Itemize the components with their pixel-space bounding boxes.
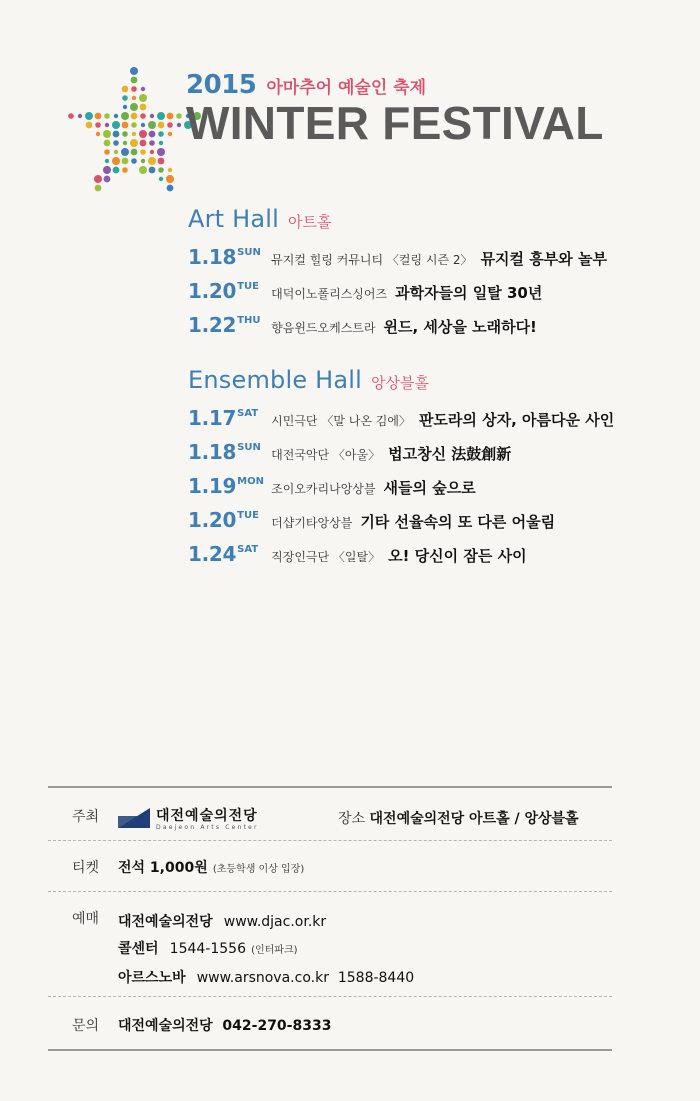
logo-dot: [131, 77, 138, 84]
booking-label: 예매: [72, 911, 100, 927]
logo-dot: [157, 112, 165, 120]
arts-center-mark-icon: [118, 808, 150, 828]
event-title: 오! 당신이 잠든 사이: [388, 547, 527, 565]
event-organizer: 더샵기타앙상블: [271, 516, 353, 530]
logo-dot: [122, 86, 129, 93]
logo-dot: [95, 122, 101, 128]
host-name-ko: 대전예술의전당: [156, 808, 258, 824]
festival-header: [186, 70, 604, 149]
logo-dot: [105, 123, 109, 127]
booking-website[interactable]: www.djac.or.kr: [223, 914, 327, 930]
event-day: SAT: [237, 544, 259, 555]
event-date: 1.18: [188, 245, 237, 269]
venue-value: 대전예술의전당 아트홀 / 앙상블홀: [369, 811, 579, 827]
event-organizer: 대덕이노폴리스싱어즈: [271, 287, 388, 301]
event-row: [188, 474, 614, 508]
event-day: SUN: [237, 442, 261, 453]
logo-dot: [131, 158, 137, 164]
logo-dot: [141, 87, 145, 91]
ticket-price: 전석 1,000원: [118, 860, 208, 876]
info-block: [48, 786, 612, 1051]
event-title: 판도라의 상자, 아름다운 사인: [418, 411, 615, 429]
ensemble-hall-section: [188, 366, 614, 576]
logo-dot: [113, 131, 120, 138]
logo-dot: [131, 149, 138, 156]
logo-dot: [123, 105, 127, 109]
logo-dot: [114, 150, 118, 154]
divider: [48, 1049, 612, 1051]
event-organizer: 직장인극단 〈일탈〉: [271, 550, 381, 564]
event-date: 1.20: [188, 508, 237, 532]
festival-title-ko: 아마추어 예술인 축제: [266, 78, 427, 98]
event-organizer: 시민극단 〈말 나온 김에〉: [271, 414, 411, 428]
art-hall-title-ko: 아트홀: [288, 213, 332, 231]
logo-dot: [78, 114, 82, 118]
host-name-en: Daejeon Arts Center: [156, 824, 259, 831]
logo-dot: [158, 122, 165, 129]
logo-dot: [148, 121, 156, 129]
logo-dot: [104, 176, 111, 183]
logo-dot: [159, 177, 163, 181]
logo-dot: [95, 113, 102, 120]
logo-dot: [158, 158, 165, 165]
booking-item: [118, 908, 414, 935]
ticket-label: 티켓: [72, 860, 100, 876]
logo-dot: [113, 140, 119, 146]
logo-dot: [85, 112, 93, 120]
ensemble-hall-title-ko: 앙상블홀: [371, 374, 429, 392]
event-date: 1.17: [188, 406, 237, 430]
ticket-note: (초등학생 이상 입장): [212, 864, 305, 875]
logo-dot: [122, 158, 129, 165]
event-title: 새들의 숲으로: [383, 479, 476, 497]
booking-row: [48, 892, 612, 996]
logo-dot: [159, 141, 163, 145]
booking-name: 대전예술의전당: [118, 914, 213, 930]
art-hall-section: [188, 205, 607, 347]
logo-dot: [114, 114, 118, 118]
logo-dot: [112, 121, 120, 129]
event-organizer: 향음윈드오케스트라: [271, 321, 376, 335]
art-hall-title-en: Art Hall: [188, 205, 280, 233]
logo-dot: [86, 122, 93, 129]
logo-dot: [177, 123, 181, 127]
event-date: 1.24: [188, 542, 237, 566]
event-organizer: 뮤지컬 힐링 커뮤니티 〈컬링 시즌 2〉: [271, 253, 473, 267]
logo-dot: [140, 140, 147, 147]
booking-item: [118, 964, 414, 991]
logo-dot: [167, 185, 174, 192]
event-date: 1.22: [188, 313, 237, 337]
event-row: [188, 279, 607, 313]
logo-dot: [132, 132, 136, 136]
event-title: 과학자들의 일탈 30년: [395, 284, 543, 302]
event-row: [188, 542, 614, 576]
logo-dot: [167, 113, 174, 120]
booking-note: (인터파크): [251, 945, 298, 956]
host-row: [48, 788, 612, 840]
event-title: 뮤지컬 흥부와 놀부: [480, 250, 607, 268]
logo-dot: [123, 141, 127, 145]
logo-dot: [96, 132, 100, 136]
booking-website[interactable]: www.arsnova.co.kr 1588-8440: [196, 970, 415, 986]
logo-dot: [149, 140, 155, 146]
logo-dot: [122, 122, 129, 129]
booking-item: [118, 935, 414, 964]
event-day: SUN: [237, 247, 261, 258]
event-day: TUE: [237, 281, 259, 292]
event-organizer: 조이오카리나앙상블: [271, 482, 376, 496]
logo-dot: [158, 131, 164, 137]
logo-dot: [139, 94, 147, 102]
logo-dot: [103, 166, 111, 174]
event-row: [188, 440, 614, 474]
logo-dot: [140, 113, 146, 119]
logo-dot: [68, 113, 74, 119]
logo-dot: [122, 95, 128, 101]
logo-dot: [113, 167, 120, 174]
event-row: [188, 245, 607, 279]
logo-dot: [130, 67, 138, 75]
logo-dot: [122, 131, 128, 137]
inquiry-label: 문의: [72, 1018, 100, 1034]
logo-dot: [167, 122, 173, 128]
logo-dot: [150, 150, 154, 154]
logo-dot: [149, 131, 156, 138]
logo-dot: [130, 103, 138, 111]
logo-dot: [141, 159, 145, 163]
festival-year: 2015: [186, 70, 257, 100]
logo-dot: [104, 140, 111, 147]
logo-dot: [166, 175, 174, 183]
logo-dot: [158, 167, 164, 173]
logo-dot: [131, 113, 138, 120]
event-day: SAT: [237, 408, 259, 419]
host-label: 주최: [72, 809, 100, 825]
logo-dot: [168, 168, 172, 172]
logo-dot: [94, 175, 102, 183]
booking-phone: 1544-1556: [169, 941, 246, 957]
inquiry-value: 대전예술의전당 042-270-8333: [118, 1018, 332, 1034]
logo-dot: [121, 148, 129, 156]
logo-dot: [141, 123, 145, 127]
logo-dot: [104, 113, 110, 119]
event-organizer: 대전국악단 〈아울〉: [271, 448, 381, 462]
logo-dot: [139, 130, 147, 138]
ensemble-hall-title-en: Ensemble Hall: [188, 366, 363, 394]
logo-dot: [140, 104, 147, 111]
event-row: [188, 508, 614, 542]
event-day: THU: [237, 315, 261, 326]
logo-dot: [103, 130, 111, 138]
event-day: TUE: [237, 510, 259, 521]
logo-dot: [104, 149, 110, 155]
booking-name: 콜센터: [118, 941, 159, 957]
logo-dot: [95, 185, 102, 192]
logo-dot: [132, 96, 136, 100]
event-day: MON: [237, 476, 264, 487]
logo-dot: [148, 157, 156, 165]
event-date: 1.20: [188, 279, 237, 303]
logo-dot: [150, 114, 154, 118]
inquiry-row: [48, 997, 612, 1049]
festival-title-en: WINTER FESTIVAL: [186, 97, 604, 149]
event-date: 1.18: [188, 440, 237, 464]
logo-dot: [121, 112, 129, 120]
ticket-row: [48, 841, 612, 891]
event-title: 윈드, 세상을 노래하다!: [383, 318, 537, 336]
logo-dot: [130, 139, 138, 147]
venue-label: 장소: [338, 811, 366, 827]
event-title: 기타 선율속의 또 다른 어울림: [360, 513, 556, 531]
logo-dot: [131, 122, 137, 128]
logo-dot: [105, 159, 109, 163]
event-row: [188, 406, 614, 440]
venue: [338, 808, 579, 828]
daejeon-arts-center-logo: [118, 805, 259, 831]
logo-dot: [168, 132, 172, 136]
logo-dot: [131, 86, 137, 92]
logo-dot: [157, 148, 165, 156]
logo-dot: [139, 166, 147, 174]
logo-dot: [176, 113, 182, 119]
logo-dot: [112, 157, 120, 165]
logo-dot: [122, 167, 128, 173]
logo-dot: [149, 167, 156, 174]
logo-dot: [140, 149, 146, 155]
event-date: 1.19: [188, 474, 237, 498]
event-row: [188, 313, 607, 347]
event-title: 법고창신 法鼓創新: [388, 445, 512, 463]
booking-name: 아르스노바: [118, 970, 186, 986]
